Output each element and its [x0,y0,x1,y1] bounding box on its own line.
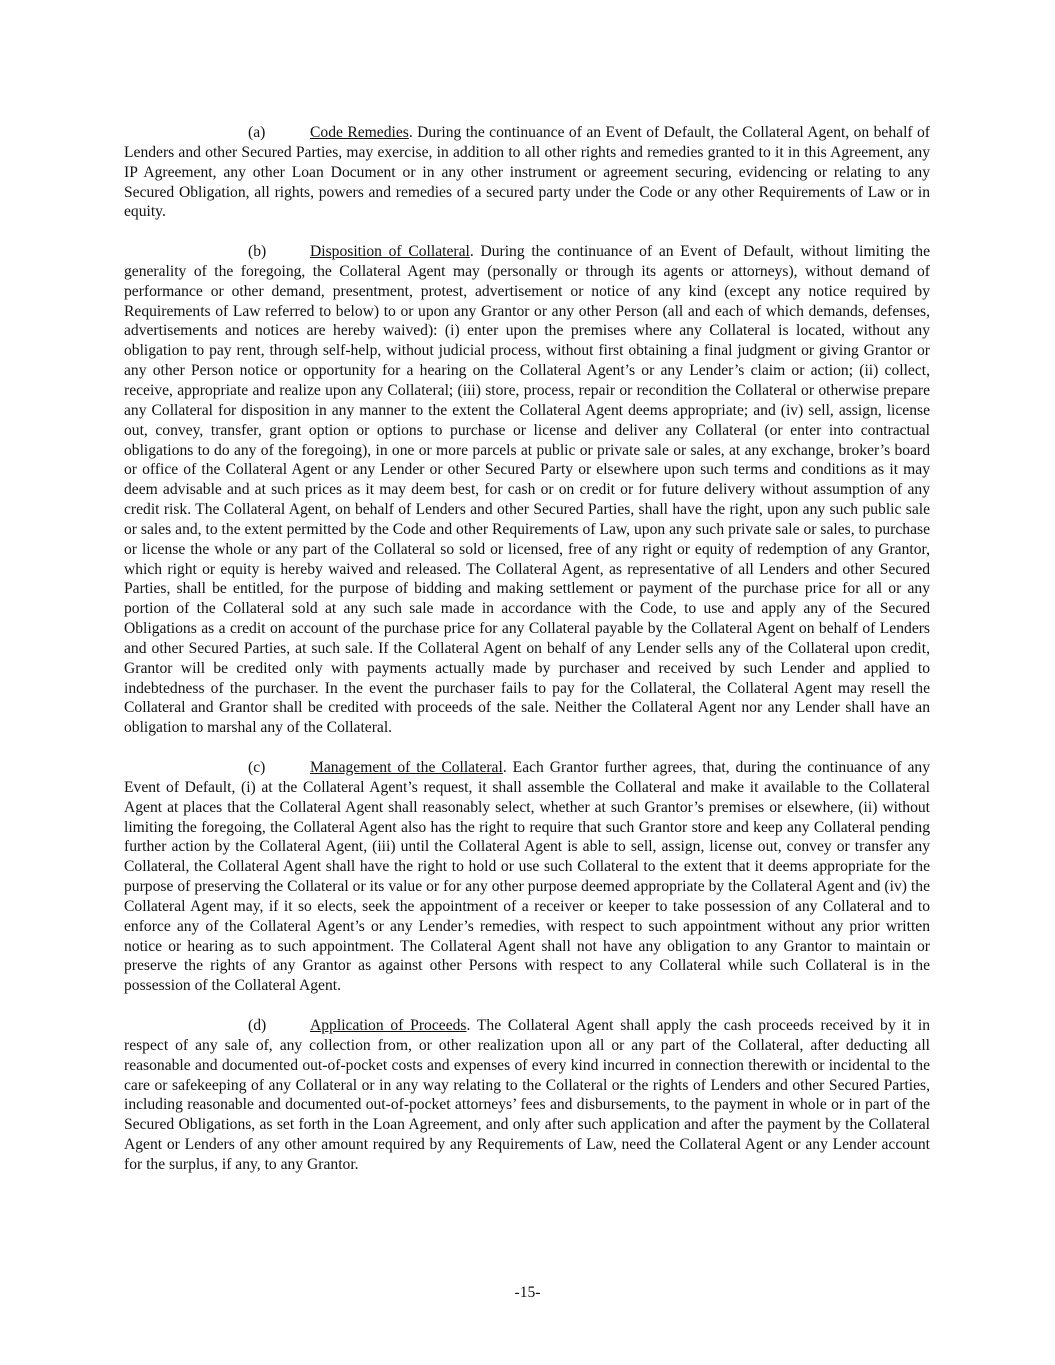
paragraph-code-remedies [124,123,930,222]
paragraph-number: (b) [248,243,267,261]
paragraph-number: (a) [248,124,266,141]
paragraph-heading: Code Remedies [310,124,409,141]
paragraph-text: . The Collateral Agent shall apply the cash proceeds received by it in respect of any sale of, any collection from, or other realization upon all or any part of the Collateral, after deducting all reasonable and documented out-of-pocket costs and expenses of every kind incurred in connection therewith or incidental to the care or safekeeping of any Collateral or in any way relating to the Collateral or the rights of Lenders and other Secured Parties, including reasonable and documented out-of-pocket attorneys’ fees and disbursements, to the payment in whole or in part of the Secured Obligations, as set forth in the Loan Agreement, and only after such application and after the payment by the Collateral Agent or Lenders of any other amount required by any Requirements of Law, need the Collateral Agent or any Lender account for the surplus, if any, to any Grantor. [124,1016,930,1173]
paragraph-text: . Each Grantor further agrees, that, during the continuance of any Event of Default, (i) at the Collateral Agent’s request, it shall assemble the Collateral and make it available to the Collateral Agent at places that the Collateral Agent shall reasonably select, whether at such Grantor’s premises or elsewhere, (ii) without limiting the foregoing, the Collateral Agent also has the right to require that such Grantor store and keep any Collateral pending further action by the Collateral Agent, (iii) until the Collateral Agent is able to sell, assign, license out, convey or transfer any Collateral, the Collateral Agent shall have the right to hold or use such Collateral to the extent that it deems appropriate for the purpose of preserving the Collateral or its value or for any other purpose deemed appropriate by the Collateral Agent and (iv) the Collateral Agent may, if it so elects, seek the appointment of a receiver or keeper to take possession of any Collateral and to enforce any of the Collateral Agent’s or any Lender’s remedies, with respect to such appointment without any prior written notice or hearing as to such appointment. The Collateral Agent shall not have any obligation to any Grantor to maintain or preserve the rights of any Grantor as against other Persons with respect to any Collateral while such Collateral is in the possession of the Collateral Agent. [124,759,930,995]
paragraph-heading: Management of the Collateral [310,759,503,776]
page-number: -15- [514,1284,541,1301]
paragraph-application-of-proceeds [124,1016,930,1175]
paragraph-text: . During the continuance of an Event of Default, the Collateral Agent, on behalf of Lenders and other Secured Parties, may exercise, in addition to all other rights and remedies granted to it in this Agreement, any IP Agreement, any other Loan Document or in any other instrument or agreement securing, evidencing or relating to any Secured Obligation, all rights, powers and remedies of a secured party under the Code or any other Requirements of Law or in equity. [124,124,930,221]
paragraph-heading: Disposition of Collateral [310,243,470,261]
paragraph-heading: Application of Proceeds [310,1016,467,1034]
paragraph-disposition-of-collateral [124,242,930,738]
paragraph-management-of-collateral [124,758,930,996]
paragraph-text: . During the continuance of an Event of Default, without limiting the generality of the foregoing, the Collateral Agent may (personally or through its agents or attorneys), without demand of performance or other demand, presentment, protest, advertisement or notice of any kind (except any notice required by Requirements of Law referred to below) to or upon any Grantor or any other Person (all and each of which demands, defenses, advertisements and notices are hereby waived): (i) enter upon the premises where any Collateral is located, without any obligation to pay rent, through self-help, without judicial process, without first obtaining a final judgment or giving Grantor or any other Person notice or opportunity for a hearing on the Collateral Agent’s or any Lender’s claim or action; (ii) collect, receive, appropriate and realize upon any Collateral; (iii) store, process, repair or recondition the Collateral or otherwise prepare any Collateral for disposition in any manner to the extent the Collateral Agent deems appropriate; and (iv) sell, assign, license out, convey, transfer, grant option or options to purchase or license and deliver any Collateral (or enter into contractual obligations to do any of the foregoing), in one or more parcels at public or private sale or sales, at any exchange, broker’s board or office of the Collateral Agent or any Lender or other Secured Party or elsewhere upon such terms and conditions as it may deem advisable and at such prices as it may deem best, for cash or on credit or for future delivery without assumption of any credit risk. The Collateral Agent, on behalf of Lenders and other Secured Parties, shall have the right, upon any such public sale or sales and, to the extent permitted by the Code and other Requirements of Law, upon any such private sale or sales, to purchase or license the whole or any part of the Collateral so sold or licensed, free of any right or equity of redemption of any Grantor, which right or equity is hereby waived and released. The Collateral Agent, as representative of all Lenders and other Secured Parties, shall be entitled, for the purpose of bidding and making settlement or payment of the purchase price for all or any portion of the Collateral sold at any such sale made in accordance with the Code, to use and apply any of the Secured Obligations as a credit on account of the purchase price for any Collateral payable by the Collateral Agent on behalf of Lenders and other Secured Parties, at such sale. If the Collateral Agent on behalf of any Lender sells any of the Collateral upon credit, Grantor will be credited only with payments actually made by purchaser and received by such Lender and applied to indebtedness of the purchaser. In the event the purchaser fails to pay for the Collateral, the Collateral Agent may resell the Collateral and Grantor shall be credited with proceeds of the sale. Neither the Collateral Agent nor any Lender shall have an obligation to marshal any of the Collateral. [124,243,931,737]
paragraph-number: (d) [248,1016,267,1034]
document-body [124,123,930,1195]
paragraph-number: (c) [248,759,266,776]
